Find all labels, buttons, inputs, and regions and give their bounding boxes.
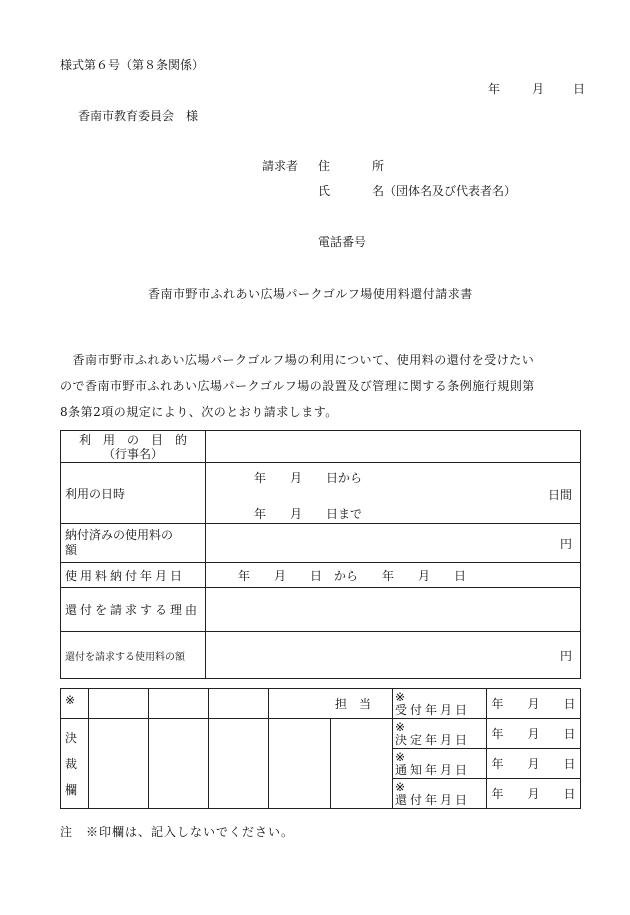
row-refund-amount: [61, 632, 581, 679]
decision-date-value[interactable]: 年 月 日: [487, 719, 581, 749]
decision-cell[interactable]: [209, 689, 269, 719]
body-text: [60, 347, 535, 425]
datetime-to: 年 月 日まで: [254, 507, 363, 521]
refund-date-label: ※ 還付年月日: [393, 779, 487, 809]
refund-amount-label: 還付を請求する使用料の額: [61, 632, 206, 679]
body-line-1: 香南市野市ふれあい広場パークゴルフ場の利用について、使用料の還付を受けたい: [60, 353, 535, 367]
form-number: 様式第６号（第８条関係）: [60, 58, 205, 72]
datetime-value[interactable]: [206, 463, 581, 524]
decision-table: [60, 688, 581, 809]
date-month: 月: [532, 82, 545, 96]
approval-stamp-cell[interactable]: [149, 719, 209, 809]
reception-date-value[interactable]: 年 月 日: [487, 689, 581, 719]
decision-row-2: [61, 719, 581, 749]
decision-mark: ※: [61, 689, 89, 719]
document-title: 香南市野市ふれあい広場パークゴルフ場使用料還付請求書: [148, 287, 473, 301]
yen-unit: 円: [559, 648, 572, 663]
addressee: 香南市教育委員会 様: [78, 109, 199, 123]
footnote: 注 ※印欄は、記入しないでください。: [60, 825, 295, 839]
refund-amount-value[interactable]: [206, 632, 581, 679]
decision-cell[interactable]: [149, 689, 209, 719]
name-label-a: 氏: [318, 184, 331, 198]
refund-date-value[interactable]: 年 月 日: [487, 779, 581, 809]
reason-label: 還付を請求する理由: [61, 588, 206, 632]
body-line-2: ので香南市野市ふれあい広場パークゴルフ場の設置及び管理に関する条例施行規則第: [60, 379, 535, 393]
row-datetime: [61, 463, 581, 524]
decision-date-label: ※ 決定年月日: [393, 719, 487, 749]
purpose-value[interactable]: [206, 431, 581, 463]
approval-stamp-cell[interactable]: [209, 719, 269, 809]
days-unit: 日間: [547, 488, 572, 502]
paydate-label: 使用料納付年月日: [61, 563, 206, 588]
address-label-b: 所: [372, 159, 385, 173]
approval-stamp-cell[interactable]: [89, 719, 149, 809]
row-reason: [61, 588, 581, 632]
paid-amount-label: 納付済みの使用料の 額: [61, 524, 206, 563]
datetime-label: 利用の日時: [61, 463, 206, 524]
address-label-a: 住: [318, 159, 331, 173]
reception-date-label: ※ 受付年月日: [393, 689, 487, 719]
notice-date-label: ※ 通知年月日: [393, 749, 487, 779]
reason-value[interactable]: [206, 588, 581, 632]
body-line-3: 8条第2項の規定により、次のとおり請求します。: [60, 405, 338, 419]
name-label-b: 名（団体名及び代表者名）: [372, 184, 517, 198]
yen-unit: 円: [559, 536, 572, 551]
date-year: 年: [488, 82, 501, 96]
approval-stamp-cell[interactable]: [269, 719, 331, 809]
decision-row-1: [61, 689, 581, 719]
phone-label: 電話番号: [318, 235, 367, 249]
paid-amount-value[interactable]: [206, 524, 581, 563]
claimant-label: 請求者: [262, 159, 299, 173]
request-table: [60, 430, 581, 679]
row-paid-amount: [61, 524, 581, 563]
paydate-value[interactable]: 年 月 日 から 年 月 日: [206, 563, 581, 588]
decision-vertical-label: 決 裁 欄: [61, 719, 89, 809]
approval-stamp-cell[interactable]: [331, 719, 393, 809]
tantou-label: 担 当: [269, 689, 393, 719]
datetime-from: 年 月 日から: [254, 471, 363, 485]
date-day: 日: [573, 82, 586, 96]
notice-date-value[interactable]: 年 月 日: [487, 749, 581, 779]
row-purpose: [61, 431, 581, 463]
row-paydate: [61, 563, 581, 588]
decision-cell[interactable]: [89, 689, 149, 719]
purpose-label: 利 用 の 目 的 （行事名）: [61, 431, 206, 463]
